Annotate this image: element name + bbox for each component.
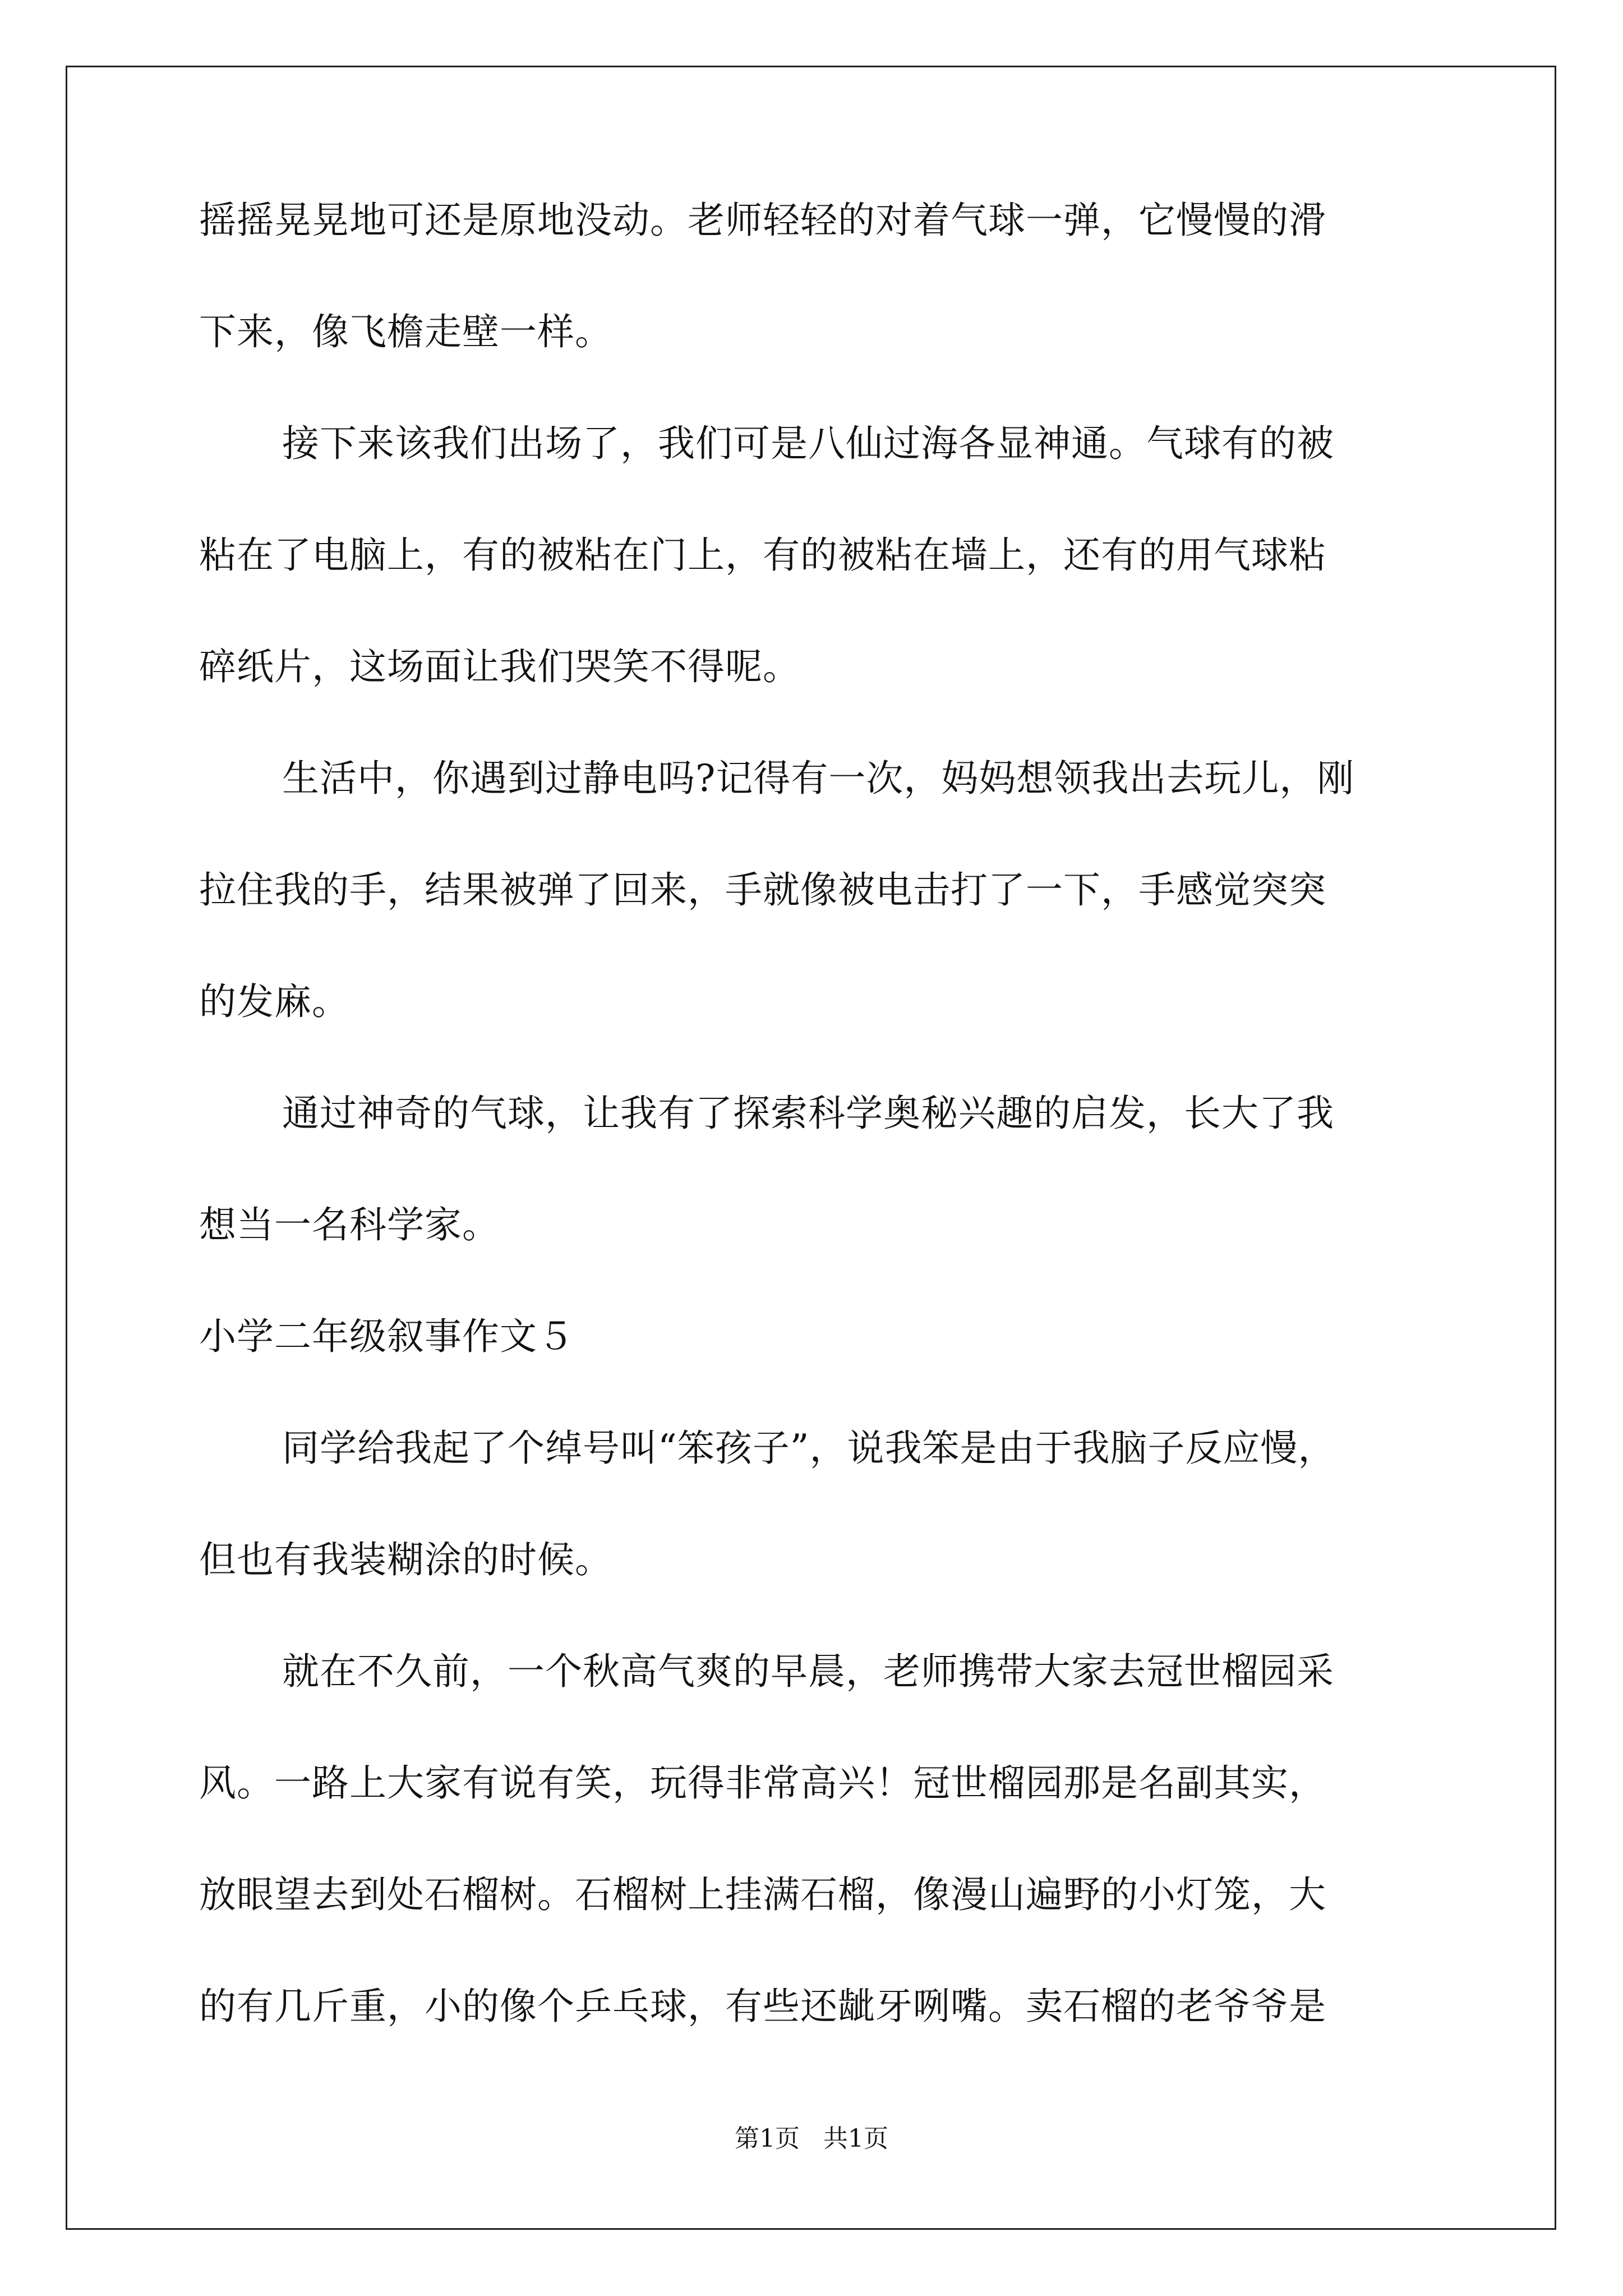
- text-line: 碎纸片，这场面让我们哭笑不得呢。: [199, 645, 800, 688]
- text-line: 的有几斤重，小的像个乒乓球，有些还龇牙咧嘴。卖石榴的老爷爷是: [199, 1985, 1326, 2028]
- text-line: 的发麻。: [199, 980, 349, 1023]
- paragraph-start-line: 通过神奇的气球，让我有了探索科学奥秘兴趣的启发，长大了我: [282, 1092, 1334, 1135]
- section-heading: 小学二年级叙事作文５: [199, 1315, 575, 1358]
- text-line: 下来，像飞檐走壁一样。: [199, 310, 612, 353]
- text-line: 想当一名科学家。: [199, 1203, 500, 1246]
- text-line: 粘在了电脑上，有的被粘在门上，有的被粘在墙上，还有的用气球粘: [199, 533, 1326, 577]
- text-line: 风。一路上大家有说有笑，玩得非常高兴！冠世榴园那是名副其实，: [199, 1761, 1326, 1805]
- text-line: 放眼望去到处石榴树。石榴树上挂满石榴，像漫山遍野的小灯笼，大: [199, 1873, 1326, 1916]
- paragraph-start-line: 同学给我起了个绰号叫“笨孩子”，说我笨是由于我脑子反应慢，: [282, 1427, 1336, 1470]
- page-number-total: 共1页: [823, 2124, 888, 2153]
- text-line: 摇摇晃晃地可还是原地没动。老师轻轻的对着气球一弹，它慢慢的滑: [199, 199, 1326, 242]
- paragraph-start-line: 就在不久前，一个秋高气爽的早晨，老师携带大家去冠世榴园采: [282, 1650, 1334, 1693]
- page-footer: [0, 2124, 1623, 2153]
- document-body: [199, 199, 1433, 2100]
- paragraph-start-line: 生活中，你遇到过静电吗?记得有一次，妈妈想领我出去玩儿，刚: [282, 757, 1355, 800]
- text-line: 但也有我装糊涂的时候。: [199, 1538, 612, 1581]
- paragraph-start-line: 接下来该我们出场了，我们可是八仙过海各显神通。气球有的被: [282, 422, 1334, 465]
- text-line: 拉住我的手，结果被弹了回来，手就像被电击打了一下，手感觉突突: [199, 868, 1326, 912]
- page-number-current: 第1页: [735, 2124, 800, 2153]
